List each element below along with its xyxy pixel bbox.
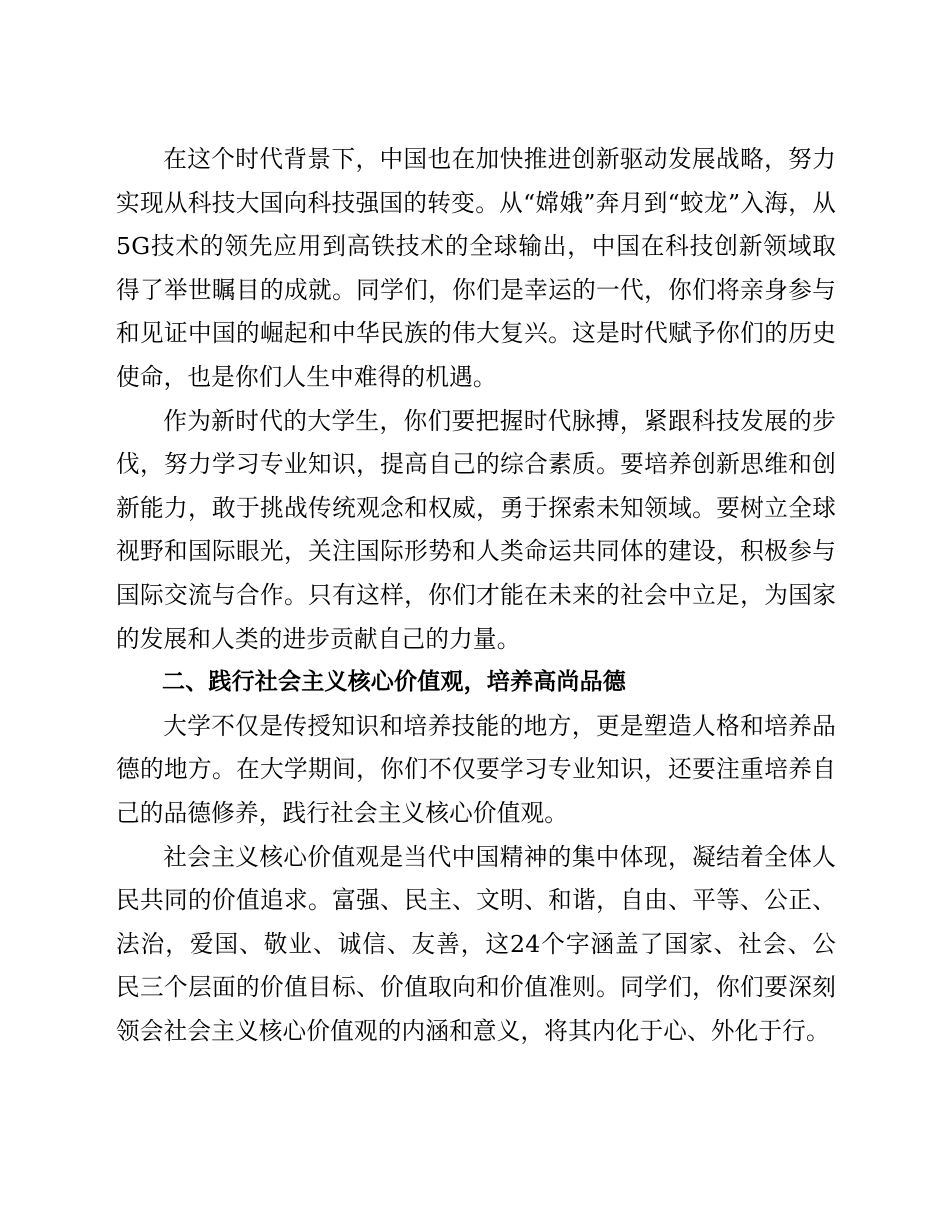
section-heading: 二、践行社会主义核心价值观，培养高尚品德 [162,669,626,696]
paragraph-university-character: 大学不仅是传授知识和培养技能的地方，更是塑造人格和培养品德的地方。在大学期间，你们不仅要学习专业知识，还要注重培养自己的品德修养，践行社会主义核心价值观。 [116,711,836,827]
paragraph-tech-innovation: 在这个时代背景下，中国也在加快推进创新驱动发展战略，努力实现从科技大国向科技强国的转变。从“嫦娥”奔月到“蛟龙”入海，从5G技术的领先应用到高铁技术的全球输出，中国在科技创新领域取得了举世瞩目的成就。同学们，你们是幸运的一代，你们将亲身参与和见证中国的崛起和中华民族的伟大复兴。这是时代赋予你们的历史使命，也是你们人生中难得的机遇。 [116,145,836,391]
document-page [116,138,836,1053]
paragraph-new-era-students: 作为新时代的大学生，你们要把握时代脉搏，紧跟科技发展的步伐，努力学习专业知识，提高自己的综合素质。要培养创新思维和创新能力，敢于挑战传统观念和权威，勇于探索未知领域。要树立全球视野和国际眼光，关注国际形势和人类命运共同体的建设，积极参与国际交流与合作。只有这样，你们才能在未来的社会中立足，为国家的发展和人类的进步贡献自己的力量。 [116,406,836,653]
paragraph-core-values: 社会主义核心价值观是当代中国精神的集中体现，凝结着全体人民共同的价值追求。富强、民主、文明、和谐，自由、平等、公正、法治，爱国、敬业、诚信、友善，这24个字涵盖了国家、社会、公民三个层面的价值目标、价值取向和价值准则。同学们，你们要深刻领会社会主义核心价值观的内涵和意义，将其内化于心、外化于行。 [116,842,836,1045]
